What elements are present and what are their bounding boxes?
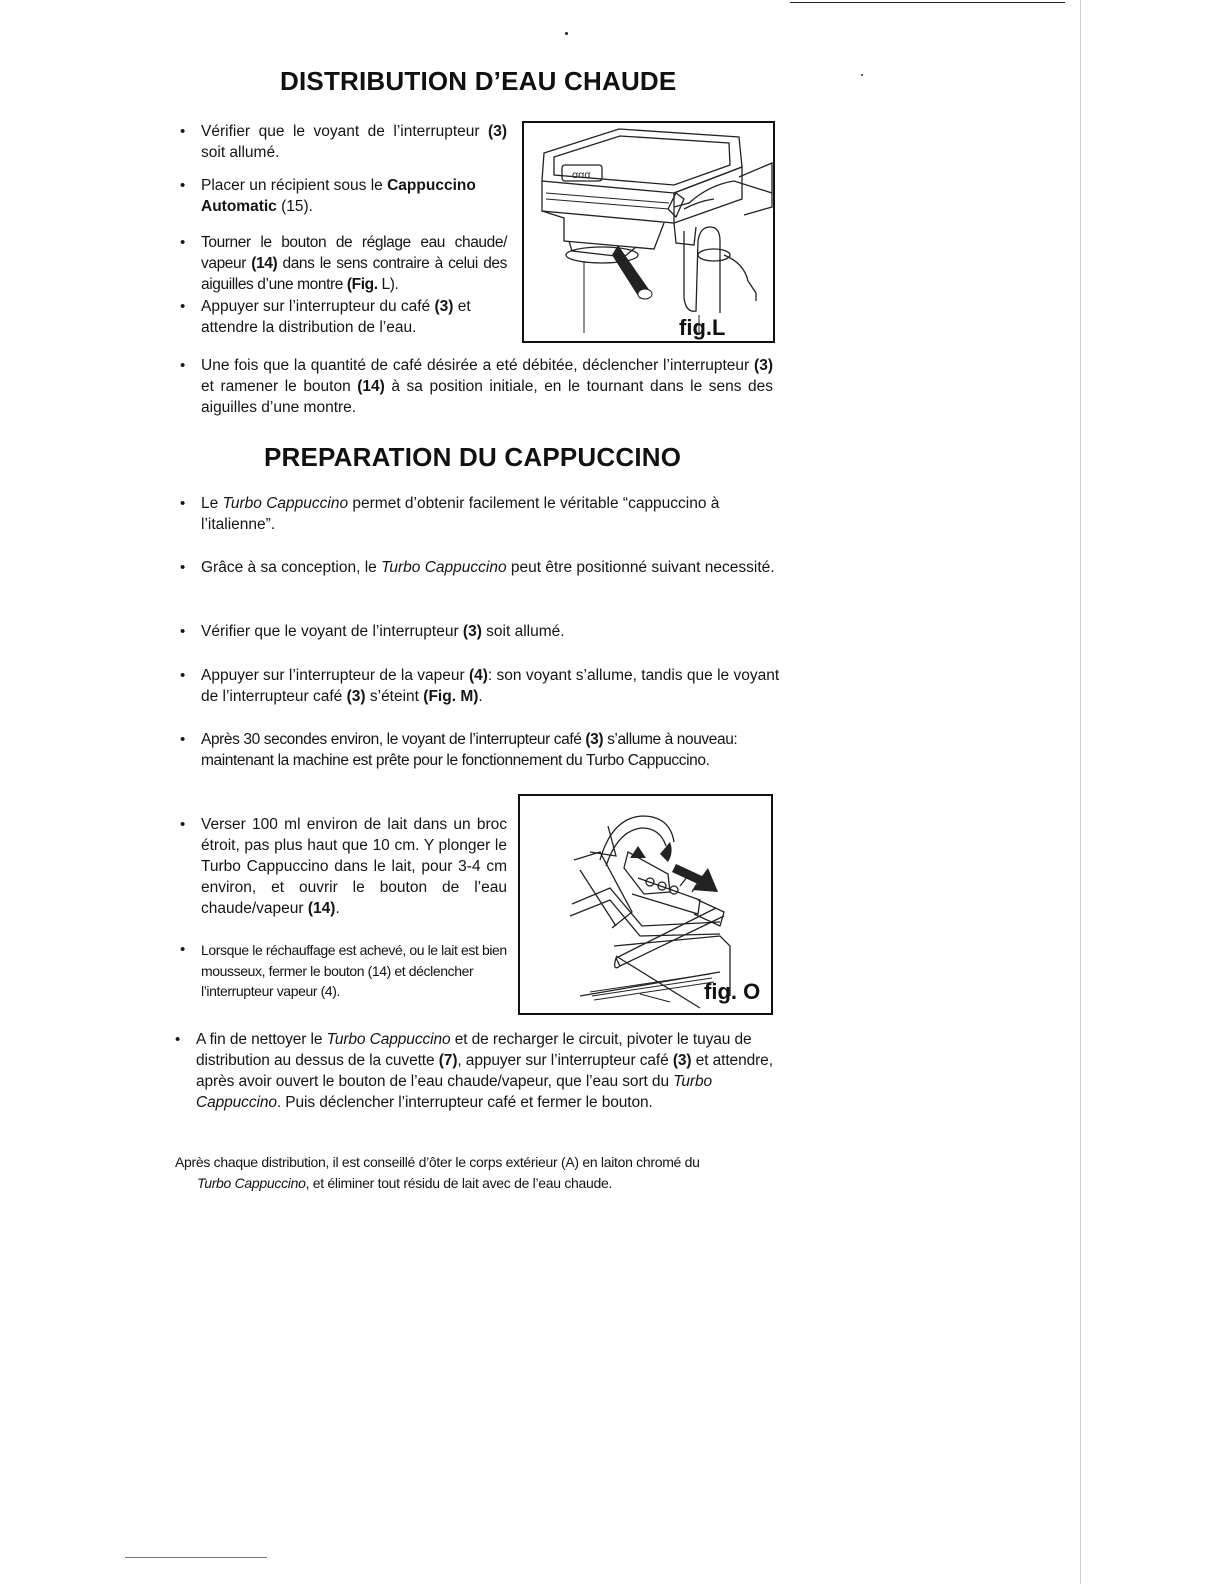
list-item: • A fin de nettoyer le Turbo Cappuccino et de recharger le circuit, pivoter le tuyau de distribution au dessus de la cuvette (7), appuyer sur l’interrupteur café (3) et attendre, après avoir ouvert le bouton de l’eau chaude/vapeur, que l’eau sort du Turbo Cappuccino. Puis déclencher l’interrupteur café et fermer le bouton. [196,1029,774,1113]
section-title-hot-water: DISTRIBUTION D’EAU CHAUDE [280,66,677,96]
switch-glyphs: ꭤꭤꭤ [572,170,591,181]
figure-l [522,121,775,343]
speck [861,74,863,76]
list-item: • Grâce à sa conception, le Turbo Cappuccino peut être positionné suivant necessité. [201,557,781,578]
list-item: • Le Turbo Cappuccino permet d’obtenir facilement le véritable “cappuccino à l’italienne”. [201,493,779,535]
bottom-rule [125,1557,267,1558]
figure-l-label: fig.L [679,315,726,340]
section-title-cappuccino: PREPARATION DU CAPPUCCINO [264,442,682,472]
list-item: • Tourner le bouton de réglage eau chaude/ vapeur (14) dans le sens contraire à celui des aiguilles d’une montre (Fig. L). [201,232,507,295]
cleaning-note: Après chaque distribution, il est conseillé d’ôter le corps extérieur (A) en laiton chromé du Turbo Cappuccino, et éliminer tout résidu de lait avec de l’eau chaude. [175,1154,700,1191]
list-item: • Vérifier que le voyant de l’interrupteur (3) soit allumé. [201,121,507,163]
list-item: • Vérifier que le voyant de l’interrupteur (3) soit allumé. [201,621,779,642]
figure-o-label: fig. O [704,979,761,1004]
list-item: • Une fois que la quantité de café désirée a eté débitée, déclencher l’interrupteur (3) et ramener le bouton (14) à sa position initiale, en le tournant dans le sens des aiguilles d’une montre. [201,355,773,418]
list-item: • Appuyer sur l’interrupteur de la vapeur (4): son voyant s’allume, tandis que le voyant de l’interrupteur café (3) s’éteint (Fig. M). [201,665,781,707]
right-margin-rule [1080,0,1081,1584]
top-rule [790,2,1065,3]
list-item: • Lorsque le réchauffage est achevé, ou le lait est bien mousseux, fermer le bouton (14) et déclencher l’interrupteur vapeur (4). [201,940,511,1002]
list-item: • Appuyer sur l’interrupteur du café (3) et attendre la distribution de l’eau. [201,296,511,338]
figure-o [518,794,773,1015]
list-item: • Verser 100 ml environ de lait dans un broc étroit, pas plus haut que 10 cm. Y plonger le Turbo Cappuccino dans le lait, pour 3-4 cm environ, et ouvrir le bouton de l’eau chaude/vapeur (14). [201,814,507,919]
speck [565,32,568,35]
list-item: • Après 30 secondes environ, le voyant de l’interrupteur café (3) s’allume à nouveau: maintenant la machine est prête pour le fonctionnement du Turbo Cappuccino. [201,729,779,771]
list-item: • Placer un récipient sous le Cappuccino Automatic (15). [201,175,511,217]
coffee-machine-illustration [524,123,775,343]
